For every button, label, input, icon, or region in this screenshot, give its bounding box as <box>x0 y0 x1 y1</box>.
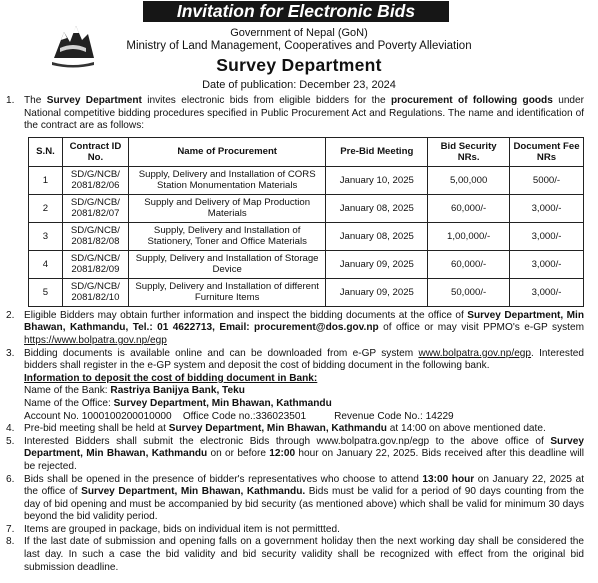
cell-pre-bid-meeting: January 10, 2025 <box>326 166 428 194</box>
header-contract-id: Contract ID No. <box>62 137 128 166</box>
text-run: Bidding documents is available online and can be downloaded from e-GP system <box>24 347 419 359</box>
cell-document-fee: 5000/- <box>510 166 584 194</box>
text-run-bold: 13:00 hour <box>422 473 475 485</box>
text-run: The <box>24 95 47 106</box>
cell-bid-security: 60,000/- <box>428 250 510 278</box>
text-run: . Interested bidders shall register in the e-GP system and deposit the cost of bidding document in the following bank. <box>24 347 584 372</box>
cell-procurement-name: Supply, Delivery and Installation of Storage Device <box>128 250 326 278</box>
notice-item-8 <box>6 536 584 574</box>
notice-body <box>6 95 584 574</box>
text-run-bold: Survey Department, Min Bhawan, Kathmandu <box>168 423 387 435</box>
item-number: 4. <box>6 423 15 435</box>
text-run: Eligible Bidders may obtain further information and inspect the bidding documents at the office of <box>24 309 468 321</box>
cell-sn: 3 <box>29 222 63 250</box>
cell-procurement-name: Supply, Delivery and Installation of different Furniture Items <box>128 278 326 306</box>
text-run-bold: Survey Department <box>46 95 142 106</box>
bolpatra-link[interactable]: www.bolpatra.gov.np/egp <box>418 347 532 359</box>
table-row <box>29 222 584 250</box>
item-text <box>24 348 584 373</box>
cell-document-fee: 3,000/- <box>510 222 584 250</box>
table-row <box>29 194 584 222</box>
department-name: Survey Department <box>216 55 382 75</box>
notice-item-2 <box>6 310 584 348</box>
header-pre-bid-meeting: Pre-Bid Meeting <box>326 137 428 166</box>
cell-bid-security: 1,00,000/- <box>428 222 510 250</box>
cell-sn: 2 <box>29 194 63 222</box>
notice-item-3 <box>6 348 584 373</box>
item-number: 3. <box>6 347 15 359</box>
table-row <box>29 278 584 306</box>
notice-banner: Invitation for Electronic Bids <box>143 1 449 22</box>
text-run: on or before <box>207 448 270 460</box>
item-number: 6. <box>6 473 15 485</box>
notice-item-1 <box>6 95 584 133</box>
bank-name-label: Name of the Bank: <box>24 385 111 397</box>
cell-bid-security: 60,000/- <box>428 194 510 222</box>
text-run-bold: Survey Department, Min Bhawan, Kathmandu, Tel.: 01 4622713, Email: procurement@dos.gov.np <box>24 309 584 334</box>
cell-procurement-name: Supply and Delivery of Map Production Materials <box>128 194 326 222</box>
cell-document-fee: 3,000/- <box>510 250 584 278</box>
cell-contract-id: SD/G/NCB/ 2081/82/09 <box>62 250 128 278</box>
office-name-label: Name of the Office: <box>24 397 114 409</box>
notice-item-5 <box>6 436 584 474</box>
procurement-table <box>28 137 584 307</box>
header-sn: S.N. <box>29 137 63 166</box>
cell-sn: 1 <box>29 166 63 194</box>
cell-document-fee: 3,000/- <box>510 278 584 306</box>
item-text: Items are grouped in package, bids on individual item is not permittted. <box>24 523 340 535</box>
header-document-fee: Document Fee NRs <box>510 137 584 166</box>
text-run: invites electronic bids from eligible bidders for the <box>141 95 391 106</box>
text-run: at 14:00 on above mentioned date. <box>386 423 546 435</box>
cell-sn: 4 <box>29 250 63 278</box>
text-run: Pre-bid meeting shall be held at <box>24 423 169 435</box>
cell-procurement-name: Supply, Delivery and Installation of Stationery, Toner and Office Materials <box>128 222 326 250</box>
item-text <box>24 310 584 348</box>
table-row <box>29 166 584 194</box>
bank-info-heading: Information to deposit the cost of bidding document in Bank: <box>24 372 318 384</box>
cell-sn: 5 <box>29 278 63 306</box>
notice-item-7 <box>6 524 584 537</box>
cell-contract-id: SD/G/NCB/ 2081/82/06 <box>62 166 128 194</box>
text-run-bold: Survey Department, Min Bhawan, Kathmandu <box>24 435 584 460</box>
item-text <box>24 474 584 524</box>
egp-system-link[interactable]: https://www.bolpatra.gov.np/egp <box>24 334 167 346</box>
cell-pre-bid-meeting: January 08, 2025 <box>326 222 428 250</box>
text-run-bold: procurement of following goods <box>390 95 553 106</box>
cell-procurement-name: Supply, Delivery and Installation of CORS Station Monumentation Materials <box>128 166 326 194</box>
notice-item-4 <box>6 423 584 436</box>
cell-pre-bid-meeting: January 08, 2025 <box>326 194 428 222</box>
text-run-bold: Survey Department, Min Bhawan, Kathmandu. <box>81 486 306 498</box>
office-name: Survey Department, Min Bhawan, Kathmandu <box>113 397 332 409</box>
text-run: Interested Bidders shall submit the electronic Bids through www.bolpatra.gov.np/egp to the above office of <box>24 435 551 447</box>
table-header-row <box>29 137 584 166</box>
cell-contract-id: SD/G/NCB/ 2081/82/10 <box>62 278 128 306</box>
header-bid-security: Bid Security NRs. <box>428 137 510 166</box>
cell-document-fee: 3,000/- <box>510 194 584 222</box>
text-run-bold: 12:00 <box>269 448 296 460</box>
header-procurement-name: Name of Procurement <box>128 137 326 166</box>
item-text <box>24 423 584 436</box>
government-name: Government of Nepal (GoN) <box>230 27 368 39</box>
item-number: 5. <box>6 435 15 447</box>
item-number: 2. <box>6 309 15 321</box>
notice-item-6 <box>6 474 584 524</box>
item-number: 1. <box>6 95 15 106</box>
ministry-name: Ministry of Land Management, Cooperatives and Poverty Alleviation <box>126 40 472 52</box>
account-details: Account No. 1000100200010000 Office Code no.:336023501 Revenue Code No.: 14229 <box>24 410 454 422</box>
cell-pre-bid-meeting: January 09, 2025 <box>326 278 428 306</box>
text-run: on January 22, 2025 at the office of <box>24 473 585 498</box>
bank-name: Rastriya Banijya Bank, Teku <box>110 385 245 397</box>
cell-pre-bid-meeting: January 09, 2025 <box>326 250 428 278</box>
text-run: Bids shall be opened in the presence of bidder's representatives who choose to attend <box>24 473 423 485</box>
table-row <box>29 250 584 278</box>
item-number: 8. <box>6 536 15 548</box>
cell-contract-id: SD/G/NCB/ 2081/82/07 <box>62 194 128 222</box>
item-number: 7. <box>6 523 15 535</box>
item-text: If the last date of submission and opening falls on a government holiday then the next working day shall be considered the last day. In such a case the bid validity and bid security validity shall be recognized with effect from the original bid submission deadline. <box>24 536 584 573</box>
text-run: Bids must be valid for a period of 90 days counting from the day of bid opening and must be accompanied by bid security (as mentioned above) which shall be valid for minimum 30 days beyond the bid validity period. <box>24 486 584 523</box>
cell-bid-security: 5,00,000 <box>428 166 510 194</box>
text-run: hour on January 22, 2025. Bids received after this deadline will be rejected. <box>24 448 585 472</box>
publication-date: Date of publication: December 23, 2024 <box>202 79 396 91</box>
cell-contract-id: SD/G/NCB/ 2081/82/08 <box>62 222 128 250</box>
text-run: of office or may visit PPMO's e-GP system <box>378 322 585 334</box>
text-run: under National competitive bidding procedures specified in Public Procurement Act and Regulations. The name and identification of the contract are as follows: <box>24 95 585 132</box>
item-text <box>24 95 584 133</box>
bank-info <box>24 373 584 423</box>
item-text <box>24 436 584 474</box>
cell-bid-security: 50,000/- <box>428 278 510 306</box>
